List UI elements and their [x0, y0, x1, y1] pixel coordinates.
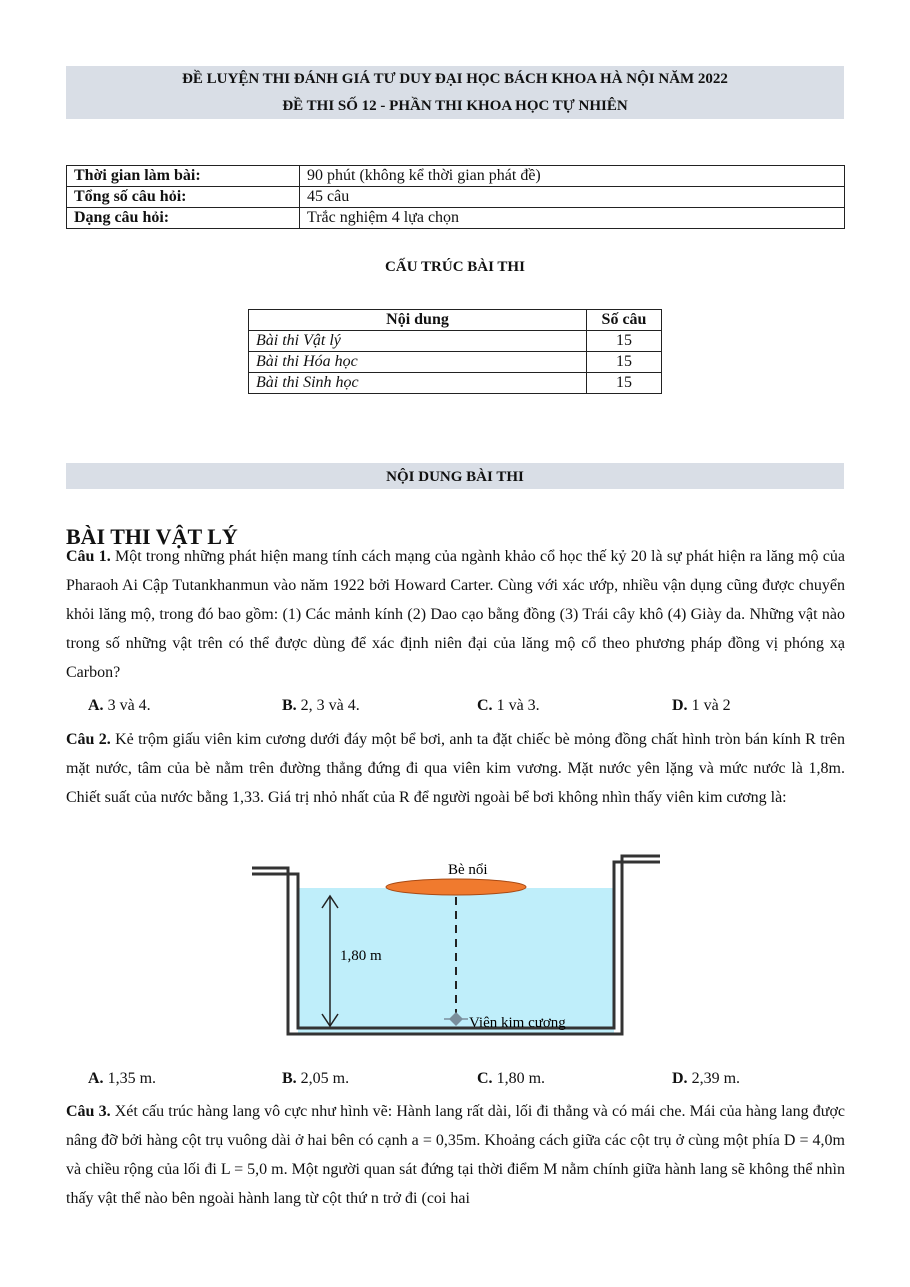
content-banner [66, 463, 844, 489]
table-row [67, 187, 845, 208]
structure-content: Bài thi Sinh học [249, 373, 587, 394]
option-text: 2,05 m. [296, 1070, 350, 1087]
structure-count: 15 [587, 373, 662, 394]
option-c[interactable] [477, 1068, 545, 1090]
table-row [249, 331, 662, 352]
option-text: 1 và 2 [687, 697, 731, 714]
option-letter: C. [477, 697, 493, 714]
table-row [67, 166, 845, 187]
option-a[interactable] [88, 695, 151, 717]
raft-label: Bè nổi [448, 862, 488, 878]
table-header-row [249, 310, 662, 331]
option-letter: A. [88, 1070, 104, 1087]
question-text: Xét cấu trúc hàng lang vô cực như hình vẽ: Hành lang rất dài, lối đi thẳng và có mái che. Mái của hàng lang được nâng đỡ bởi hàng cột trụ vuông dài ở hai bên có cạnh a = 0,35m. Khoảng cách giữa các cột trụ ở cùng một phía D = 4,0m và chiều rộng của lối đi L = 5,0 m. Một người quan sát đứng tại thời điểm M nằm chính giữa hành lang sẽ không thể nhìn thấy vật thể nào bên ngoài hành lang từ cột thứ n trở đi (coi hai [66, 1103, 846, 1207]
option-text: 2, 3 và 4. [296, 697, 360, 714]
option-text: 1,80 m. [492, 1070, 546, 1087]
structure-count: 15 [587, 331, 662, 352]
exam-subtitle: ĐỀ THI SỐ 12 - PHẦN THI KHOA HỌC TỰ NHIÊN [282, 98, 628, 114]
table-row [67, 208, 845, 229]
question-label: Câu 1. [66, 548, 111, 565]
question-label: Câu 3. [66, 1103, 111, 1120]
question-3 [66, 1097, 845, 1213]
depth-label: 1,80 m [340, 948, 382, 964]
section-title: BÀI THI VẬT LÝ [66, 524, 238, 549]
option-letter: C. [477, 1070, 493, 1087]
info-key: Tổng số câu hỏi: [67, 187, 300, 208]
question-1 [66, 542, 845, 687]
exam-info-table [66, 165, 845, 229]
info-value: Trắc nghiệm 4 lựa chọn [300, 208, 845, 229]
question-text: Một trong những phát hiện mang tính cách mạng của ngành khảo cổ học thế kỷ 20 là sự phát hiện ra lăng mộ của Pharaoh Ai Cập Tutankhanmun vào năm 1922 bởi Howard Carter. Cùng với xác ướp, nhiều vận dụng cũng được chuyển khỏi lăng mộ, trong đó bao gồm: (1) Các mảnh kính (2) Dao cạo bằng đồng (3) Trái cây khô (4) Giày da. Những vật nào trong số những vật trên có thể được dùng để xác định niên đại của lăng mộ cổ theo phương pháp đồng vị phóng xạ Carbon? [66, 548, 845, 681]
structure-title: CẤU TRÚC BÀI THI [385, 259, 525, 275]
option-letter: A. [88, 697, 104, 714]
pool-figure [250, 852, 662, 1038]
option-b[interactable] [282, 1068, 349, 1090]
question-label: Câu 2. [66, 731, 111, 748]
content-banner-label: NỘI DUNG BÀI THI [386, 469, 524, 485]
option-c[interactable] [477, 695, 540, 717]
diamond-label: Viên kim cương [469, 1015, 566, 1031]
column-header: Số câu [587, 310, 662, 331]
structure-table [248, 309, 662, 394]
info-key: Dạng câu hỏi: [67, 208, 300, 229]
question-2 [66, 725, 845, 812]
table-row [249, 373, 662, 394]
option-letter: D. [672, 1070, 688, 1087]
question-text: Kẻ trộm giấu viên kim cương dưới đáy một bể bơi, anh ta đặt chiếc bè mỏng đồng chất hình tròn bán kính R trên mặt nước, tâm của bè nằm trên đường thẳng đứng đi qua viên kim vương. Mặt nước yên lặng và mức nước là 1,8m. Chiết suất của nước bằng 1,33. Giá trị nhỏ nhất của R để người ngoài bể bơi không nhìn thấy viên kim cương là: [66, 731, 846, 806]
column-header: Nội dung [249, 310, 587, 331]
option-letter: D. [672, 697, 688, 714]
option-text: 2,39 m. [687, 1070, 741, 1087]
option-letter: B. [282, 1070, 297, 1087]
option-text: 3 và 4. [103, 697, 151, 714]
table-row [249, 352, 662, 373]
option-text: 1,35 m. [103, 1070, 157, 1087]
exam-header-banner [66, 66, 844, 119]
structure-content: Bài thi Hóa học [249, 352, 587, 373]
option-letter: B. [282, 697, 297, 714]
info-value: 90 phút (không kể thời gian phát đề) [300, 166, 845, 187]
option-b[interactable] [282, 695, 360, 717]
option-text: 1 và 3. [492, 697, 540, 714]
structure-content: Bài thi Vật lý [249, 331, 587, 352]
structure-count: 15 [587, 352, 662, 373]
option-d[interactable] [672, 695, 731, 717]
exam-title: ĐỀ LUYỆN THI ĐÁNH GIÁ TƯ DUY ĐẠI HỌC BÁCH KHOA HÀ NỘI NĂM 2022 [182, 71, 728, 87]
raft-shape [386, 879, 526, 895]
info-key: Thời gian làm bài: [67, 166, 300, 187]
info-value: 45 câu [300, 187, 845, 208]
option-a[interactable] [88, 1068, 156, 1090]
option-d[interactable] [672, 1068, 740, 1090]
